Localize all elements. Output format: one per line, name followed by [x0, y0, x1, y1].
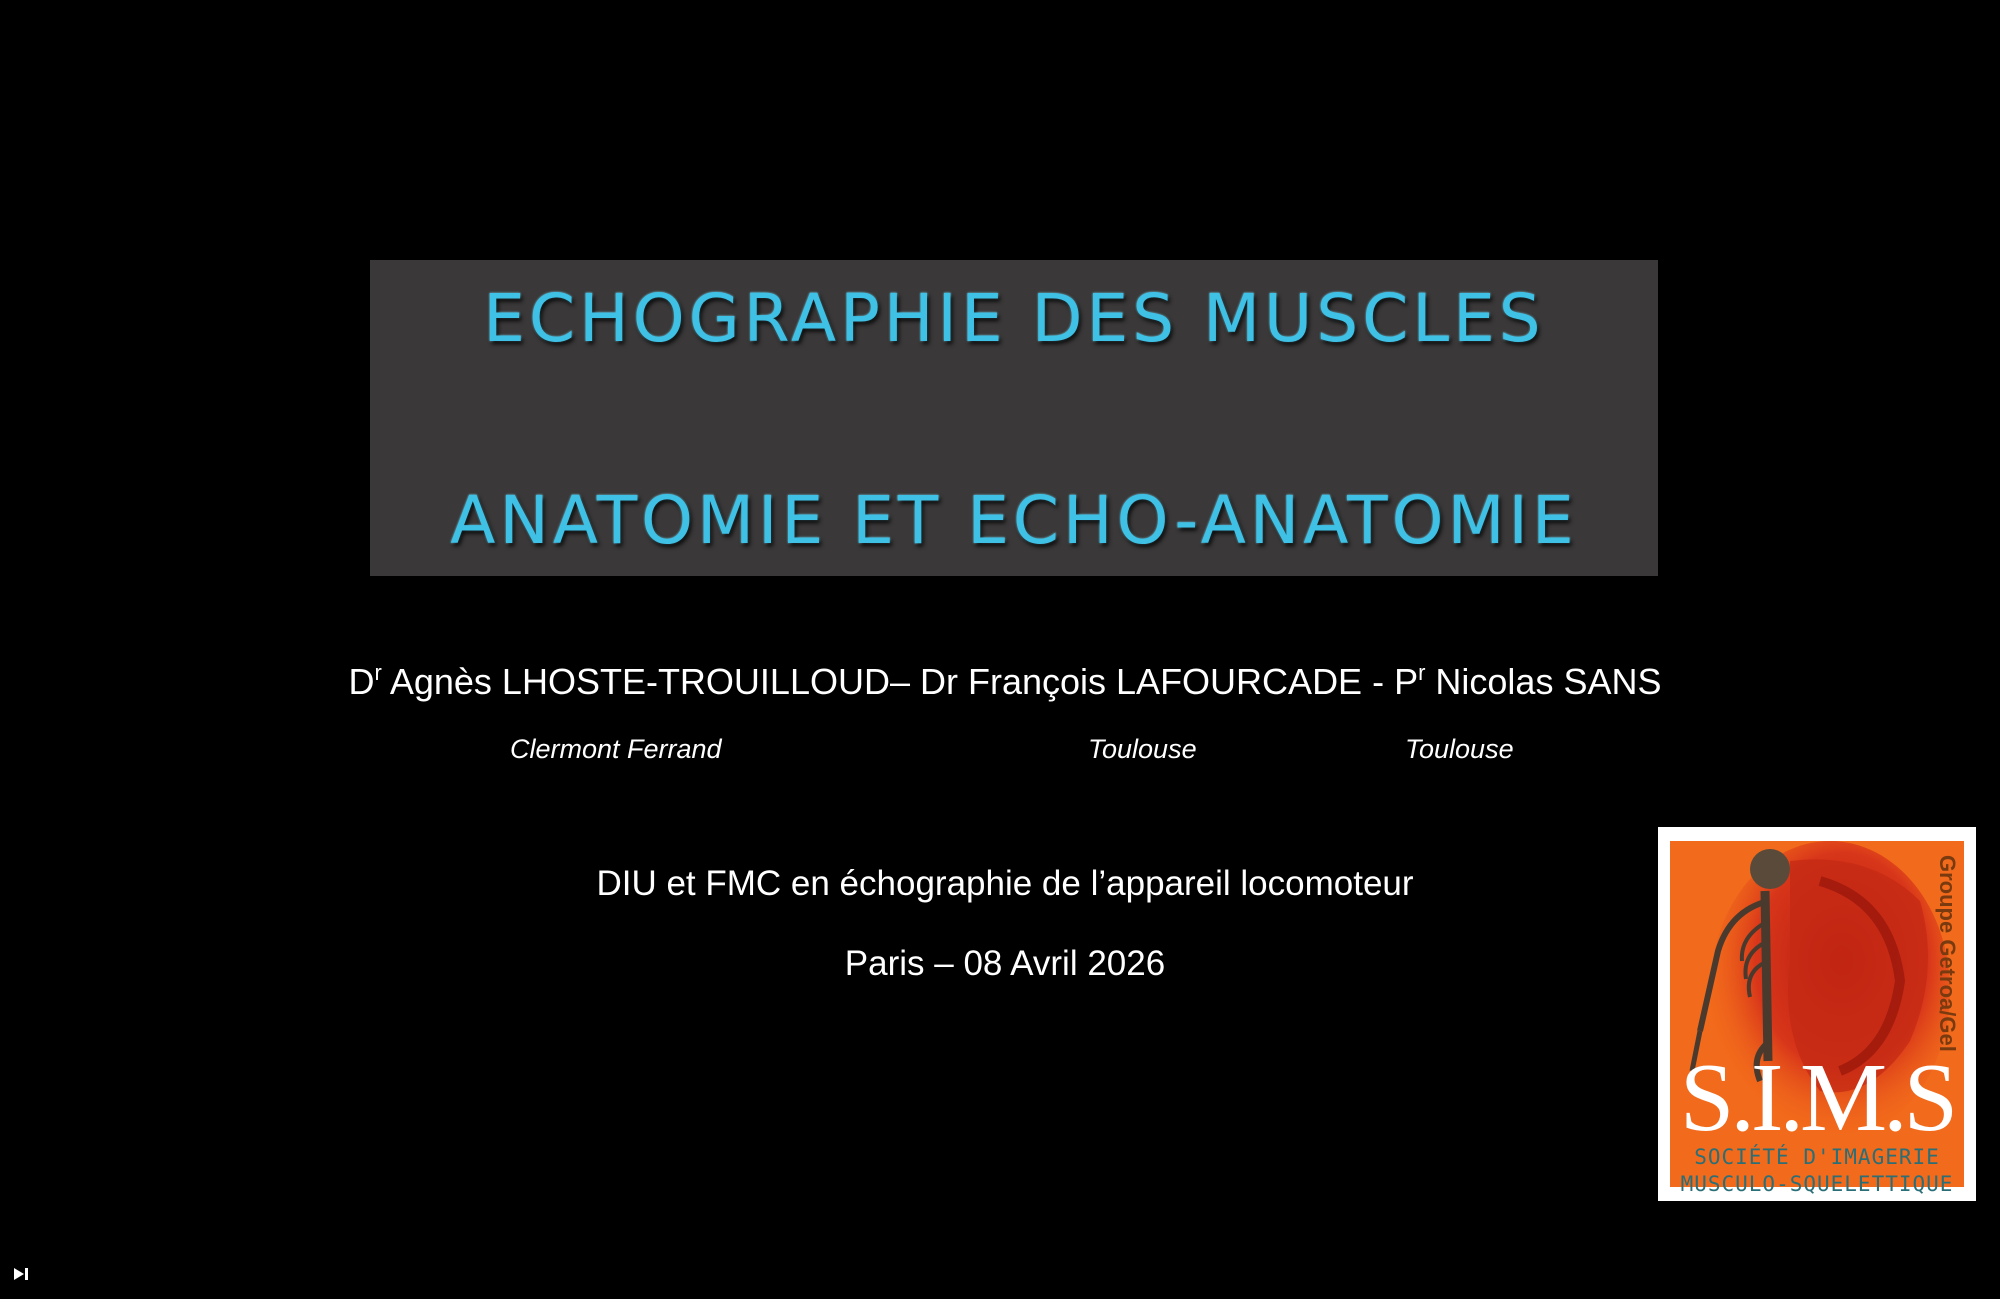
author-sup-1: r: [374, 660, 382, 685]
authors-line: [300, 660, 1710, 703]
author-names: Agnès LHOSTE-TROUILLOUD– Dr François LAFOURCADE - P: [381, 661, 1419, 702]
city-clermont: Clermont Ferrand: [510, 734, 722, 764]
sims-logo: [1658, 827, 1976, 1201]
skip-next-icon[interactable]: [12, 1266, 32, 1282]
author-prefix: D: [348, 661, 375, 702]
city-toulouse-2: Toulouse: [1405, 734, 1514, 764]
logo-artwork: [1670, 841, 1964, 1187]
city-toulouse-1: Toulouse: [1088, 734, 1197, 764]
logo-line-2: MUSCULO-SQUELETTIQUE: [1680, 1172, 1954, 1196]
slide-title-line-2: ANATOMIE ET ECHO-ANATOMIE: [450, 482, 1578, 559]
author-sup-3: r: [1418, 660, 1426, 685]
slide-title-line-1: ECHOGRAPHIE DES MUSCLES: [483, 280, 1545, 357]
course-title: DIU et FMC en échographie de l’appareil locomoteur: [596, 864, 1414, 903]
logo-acronym: S.I.M.S: [1679, 1044, 1955, 1152]
logo-line-1: SOCIÉTÉ D'IMAGERIE: [1694, 1145, 1940, 1169]
logo-vertical-text: Groupe Getroa/Gel: [1935, 855, 1960, 1052]
event-date: Paris – 08 Avril 2026: [844, 944, 1166, 983]
author-name-3: Nicolas SANS: [1425, 661, 1662, 702]
